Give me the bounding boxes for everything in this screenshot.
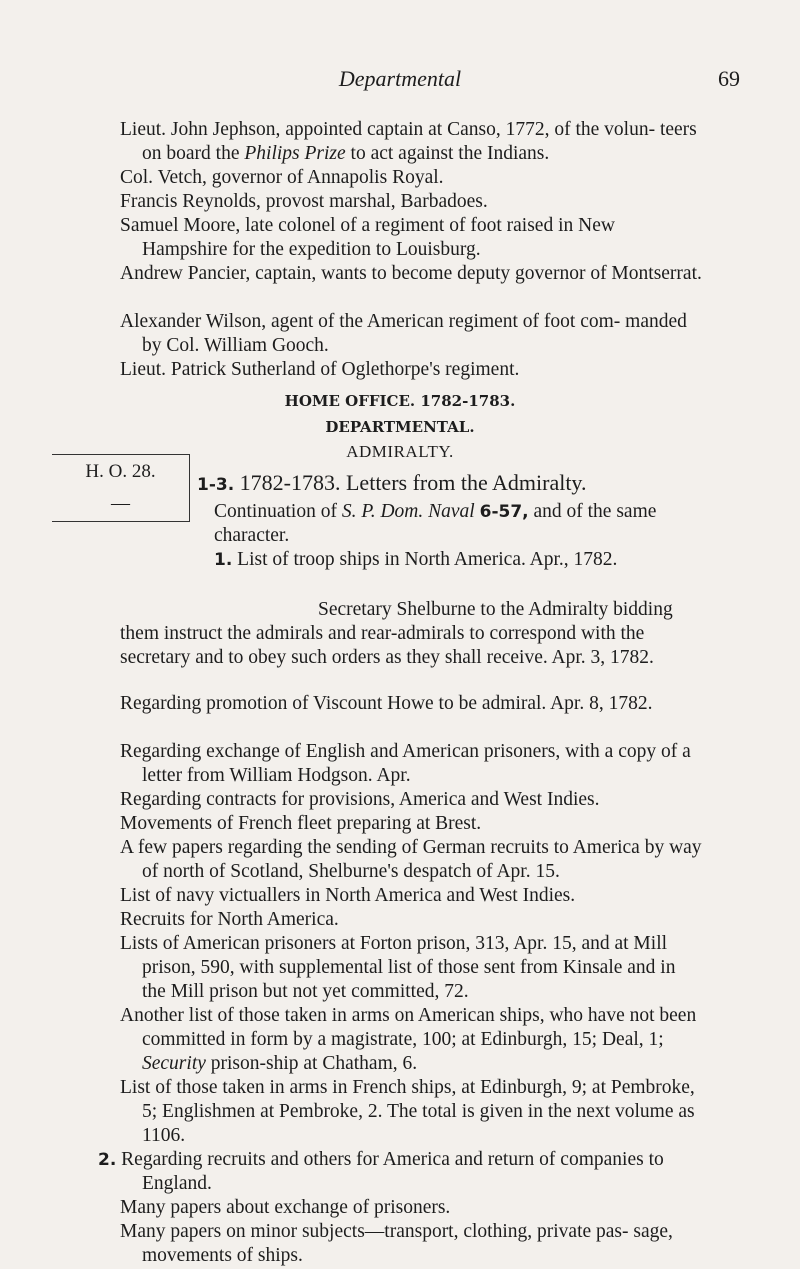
reference-code: H. O. 28.	[85, 461, 156, 482]
series-name: S. P. Dom. Naval	[341, 501, 475, 522]
item-1-3-title-line	[197, 470, 717, 496]
entry-forton: Lists of American prisoners at Forton prison, 313, Apr. 15, and at Mill prison, 590, with supplemental list of those sent from Kinsale and in the Mill prison but not yet committed, 72.	[120, 933, 676, 1002]
series-range: 6-57,	[479, 502, 529, 522]
entry-jephson: Lieut. John Jephson, appointed captain at Canso, 1772, of the volun- teers on board the Philips Prize to act against the Indians.	[120, 119, 697, 164]
running-title: Departmental	[338, 66, 462, 91]
item-1-3-number: 1-3.	[197, 475, 235, 495]
entry-victuallers: List of navy victuallers in North America and West Indies.	[120, 885, 576, 906]
entry-another-list: Another list of those taken in arms on American ships, who have not been committed in form by a magistrate, 100; at Edinburgh, 15; Deal, 1; Security prison-ship at Chatham, 6.	[120, 1005, 697, 1074]
ship-name-security: Security	[142, 1053, 206, 1074]
entry-shelburne: Secretary Shelburne to the Admiralty bidding them instruct the admirals and rear-admirals to correspond with the secretary and to obey such orders as they shall receive. Apr. 3, 1782.	[120, 599, 673, 668]
item-1-number: 1.	[214, 550, 233, 570]
entry-reynolds: Francis Reynolds, provost marshal, Barbadoes.	[120, 191, 488, 212]
item-1-3-continuation: Continuation of S. P. Dom. Naval 6-57, and of the same character.	[214, 501, 657, 546]
entry-pancier: Andrew Pancier, captain, wants to become deputy governor of Montserrat.	[120, 263, 702, 284]
entry-minor-subjects: Many papers on minor subjects—transport, clothing, private pas- sage, movements of ships.	[120, 1221, 673, 1266]
entry-howe: Regarding promotion of Viscount Howe to be admiral. Apr. 8, 1782.	[120, 693, 653, 714]
entry-vetch: Col. Vetch, governor of Annapolis Royal.	[120, 167, 444, 188]
entry-sutherland: Lieut. Patrick Sutherland of Oglethorpe's regiment.	[120, 359, 520, 380]
item-1-3-title: 1782-1783. Letters from the Admiralty.	[239, 470, 587, 495]
entry-moore: Samuel Moore, late colonel of a regiment of foot raised in New Hampshire for the expedition to Louisburg.	[120, 215, 615, 260]
item-2-number: 2.	[98, 1150, 117, 1170]
page-number: 69	[718, 66, 740, 91]
entry-exchange: Regarding exchange of English and American prisoners, with a copy of a letter from William Hodgson. Apr.	[120, 741, 691, 786]
entry-french-fleet: Movements of French fleet preparing at Brest.	[120, 813, 482, 834]
ship-name-philips-prize: Philips Prize	[244, 143, 346, 164]
reference-sidebox	[52, 454, 190, 522]
entry-contracts: Regarding contracts for provisions, America and West Indies.	[120, 789, 600, 810]
entry-wilson: Alexander Wilson, agent of the American regiment of foot com- manded by Col. William Gooch.	[120, 311, 687, 356]
item-2: 2. Regarding recruits and others for America and return of companies to England.	[98, 1149, 664, 1194]
item-1	[214, 548, 680, 572]
heading-home-office: HOME OFFICE. 1782-1783.	[284, 392, 516, 410]
entry-recruits: Recruits for North America.	[120, 909, 339, 930]
heading-departmental: DEPARTMENTAL.	[325, 418, 475, 436]
item-1-text: List of troop ships in North America. Apr., 1782.	[237, 549, 618, 570]
reference-dash: —	[111, 493, 130, 514]
heading-admiralty: ADMIRALTY.	[346, 442, 454, 461]
entry-french-ships: List of those taken in arms in French ships, at Edinburgh, 9; at Pembroke, 5; Englishmen at Pembroke, 2. The total is given in the next volume as 1106.	[120, 1077, 695, 1146]
entry-german-recruits: A few papers regarding the sending of German recruits to America by way of north of Scotland, Shelburne's despatch of Apr. 15.	[120, 837, 702, 882]
entry-many-exchange: Many papers about exchange of prisoners.	[120, 1197, 451, 1218]
